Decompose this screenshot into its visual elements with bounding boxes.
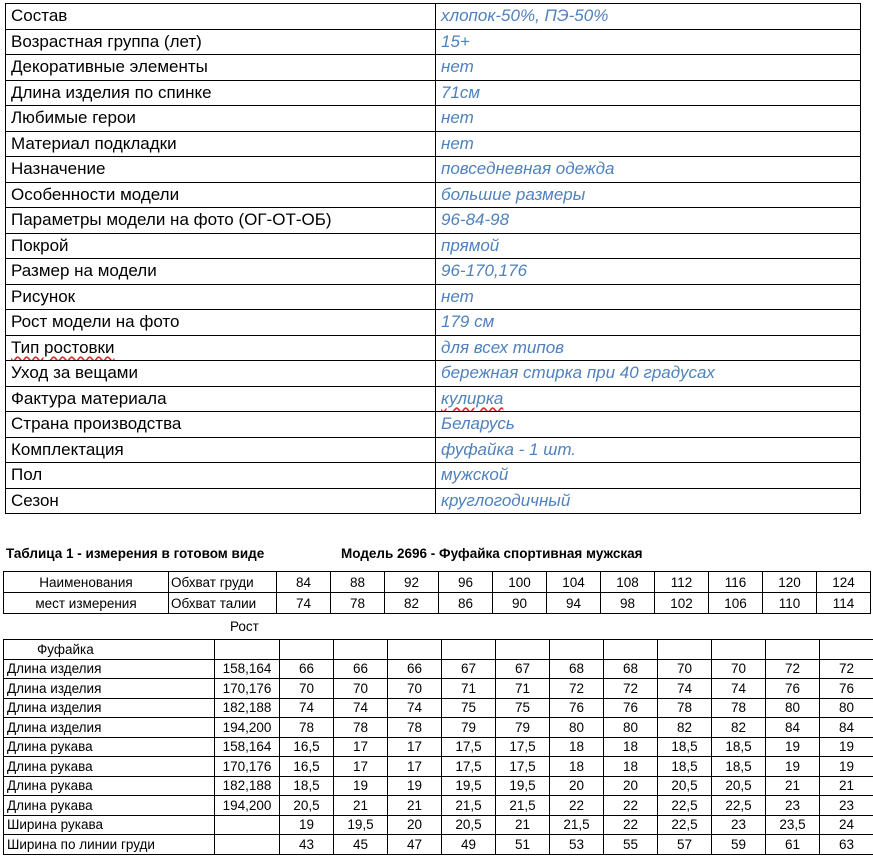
empty-cell [658,640,712,660]
property-value [436,284,861,310]
measurement-value: 43 [280,835,334,855]
size-table-title [6,546,643,561]
measurement-row [4,815,873,835]
measurement-value: 45 [334,835,388,855]
property-value [436,157,861,183]
measurement-height: 182,188 [215,776,280,796]
waist-size-cell: 110 [763,593,817,614]
property-key: Параметры модели на фото (ОГ-ОТ-ОБ) [6,208,436,234]
height-label: Рост [230,619,259,634]
property-key [6,335,436,361]
measurement-name: Длина изделия [4,698,215,718]
property-value-text: 96-170,176 [441,261,528,281]
measurement-height: 170,176 [215,679,280,699]
measurement-value: 66 [388,659,442,679]
measurement-value: 23 [820,796,873,816]
measurement-value: 72 [550,679,604,699]
property-key: Покрой [6,233,436,259]
empty-cell [604,640,658,660]
measurement-value: 20,5 [658,776,712,796]
empty-cell [550,640,604,660]
property-row [6,29,861,55]
property-row [6,335,861,361]
measurement-name: Длина рукава [4,737,215,757]
category-label: Фуфайка [4,640,215,660]
measurement-value: 71 [442,679,496,699]
measurement-value: 21,5 [496,796,550,816]
chest-label: Обхват груди [169,572,277,593]
measurement-value: 23,5 [766,815,820,835]
measurement-value: 66 [334,659,388,679]
property-row [6,157,861,183]
property-value-text: Беларусь [441,414,515,434]
measurement-value: 80 [550,718,604,738]
property-key: Декоративные элементы [6,55,436,81]
measurement-name: Длина изделия [4,679,215,699]
measurement-value: 20,5 [280,796,334,816]
property-value [436,259,861,285]
measurement-value: 74 [334,698,388,718]
measurement-value: 67 [442,659,496,679]
waist-size-cell: 90 [493,593,547,614]
property-row [6,4,861,30]
measurement-height: 194,200 [215,796,280,816]
measurement-value: 79 [442,718,496,738]
measurement-value: 75 [442,698,496,718]
property-value [436,310,861,336]
property-key: Сезон [6,488,436,514]
measurement-value: 24 [820,815,873,835]
measurement-name: Длина рукава [4,796,215,816]
measurement-value: 22 [550,796,604,816]
property-value-text: бережная стирка при 40 градусах [441,363,715,383]
property-key: Рост модели на фото [6,310,436,336]
property-value [436,412,861,438]
property-value [436,233,861,259]
measurement-value: 17 [334,757,388,777]
size-header-table [3,571,871,614]
measurement-name: Длина рукава [4,757,215,777]
property-key: Уход за вещами [6,361,436,387]
measurement-value: 21 [766,776,820,796]
measurement-value: 80 [604,718,658,738]
property-value-text: 71см [441,82,481,102]
measurement-value: 72 [604,679,658,699]
measurement-value: 20 [604,776,658,796]
measurement-value: 76 [550,698,604,718]
measurement-row [4,757,873,777]
property-row [6,361,861,387]
measurement-value: 59 [712,835,766,855]
measurement-value: 18,5 [658,737,712,757]
measurement-value: 78 [334,718,388,738]
property-row [6,310,861,336]
empty-cell [334,640,388,660]
measurement-value: 16,5 [280,737,334,757]
property-key: Состав [6,4,436,30]
waist-size-cell: 102 [655,593,709,614]
measurement-value: 18 [550,737,604,757]
property-row [6,208,861,234]
measurement-value: 79 [496,718,550,738]
property-value-text: хлопок-50%, ПЭ-50% [441,6,609,26]
property-row [6,386,861,412]
property-value-text: прямой [441,235,500,255]
empty-cell [280,640,334,660]
property-key: Фактура материала [6,386,436,412]
measurement-value: 19 [766,757,820,777]
chest-size-cell: 92 [385,572,439,593]
empty-cell [766,640,820,660]
measurement-value: 70 [388,679,442,699]
measurement-value: 16,5 [280,757,334,777]
measurement-value: 82 [658,718,712,738]
measurement-value: 17 [388,757,442,777]
measurement-value: 70 [280,679,334,699]
measurement-value: 76 [604,698,658,718]
property-row [6,233,861,259]
measurement-value: 78 [280,718,334,738]
header-name-line1: Наименования [4,572,169,593]
chest-size-cell: 108 [601,572,655,593]
property-value [436,182,861,208]
measurement-value: 76 [766,679,820,699]
property-row [6,55,861,81]
measurement-value: 22,5 [658,796,712,816]
property-value-text: повседневная одежда [441,159,615,179]
measurement-row [4,718,873,738]
measurement-value: 23 [712,815,766,835]
measurement-value: 72 [820,659,873,679]
measurement-value: 21 [820,776,873,796]
measurement-value: 67 [496,659,550,679]
property-row [6,284,861,310]
chest-size-cell: 112 [655,572,709,593]
measurement-name: Длина рукава [4,776,215,796]
measurement-value: 22,5 [712,796,766,816]
property-value [436,29,861,55]
measurement-value: 17 [334,737,388,757]
property-value-text: большие размеры [441,184,586,204]
empty-cell [820,640,873,660]
measurement-value: 18 [550,757,604,777]
waist-size-cell: 82 [385,593,439,614]
measurement-value: 17,5 [496,757,550,777]
measurement-value: 70 [334,679,388,699]
measurement-name: Длина изделия [4,659,215,679]
property-value [436,4,861,30]
measurement-value: 78 [658,698,712,718]
property-key: Страна производства [6,412,436,438]
property-value [436,131,861,157]
measurement-value: 20 [388,815,442,835]
measurement-row [4,776,873,796]
measurement-value: 21,5 [442,796,496,816]
chest-size-cell: 116 [709,572,763,593]
chest-size-cell: 104 [547,572,601,593]
property-key: Возрастная группа (лет) [6,29,436,55]
measurement-value: 76 [820,679,873,699]
property-key: Длина изделия по спинке [6,80,436,106]
measurement-row [4,796,873,816]
waist-size-cell: 98 [601,593,655,614]
measurement-value: 18,5 [712,757,766,777]
property-key: Комплектация [6,437,436,463]
property-value-text: нет [441,57,474,77]
property-value [436,208,861,234]
measurement-value: 66 [280,659,334,679]
measurement-value: 19 [388,776,442,796]
measurement-value: 84 [820,718,873,738]
property-value-text: круглогодичный [441,490,571,510]
property-key: Материал подкладки [6,131,436,157]
property-value [436,463,861,489]
measurement-value: 21 [496,815,550,835]
waist-row [4,593,871,614]
measurement-value: 20,5 [442,815,496,835]
measurement-value: 55 [604,835,658,855]
property-value [436,55,861,81]
measurement-height: 170,176 [215,757,280,777]
measurement-height [215,835,280,855]
measurement-value: 17,5 [442,757,496,777]
property-value-text: 15+ [441,31,470,51]
property-row [6,437,861,463]
measurement-value: 70 [658,659,712,679]
measurement-height: 158,164 [215,737,280,757]
measurement-value: 84 [766,718,820,738]
measurement-row [4,659,873,679]
measurement-name: Ширина по линии груди [4,835,215,855]
size-table-title-left: Таблица 1 - измерения в готовом виде [6,546,265,561]
measurement-value: 80 [766,698,820,718]
chest-size-cell: 84 [277,572,331,593]
waist-size-cell: 106 [709,593,763,614]
property-value [436,488,861,514]
measurement-value: 20 [550,776,604,796]
measurement-value: 19 [820,737,873,757]
property-value [436,437,861,463]
measurement-value: 19 [334,776,388,796]
property-value [436,361,861,387]
property-key: Любимые герои [6,106,436,132]
measurement-value: 74 [712,679,766,699]
category-row [4,640,873,660]
measurement-value: 61 [766,835,820,855]
waist-size-cell: 74 [277,593,331,614]
waist-size-cell: 114 [817,593,871,614]
measurement-value: 19,5 [496,776,550,796]
waist-size-cell: 86 [439,593,493,614]
property-row [6,259,861,285]
measurement-value: 21 [388,796,442,816]
chest-size-cell: 96 [439,572,493,593]
property-value-text: для всех типов [441,337,565,357]
property-value-text: 179 см [441,312,495,332]
chest-size-cell: 100 [493,572,547,593]
size-table-title-right: Модель 2696 - Фуфайка спортивная мужская [341,546,643,561]
measurement-value: 71 [496,679,550,699]
measurement-value: 21 [334,796,388,816]
property-value [436,106,861,132]
measurement-value: 74 [280,698,334,718]
measurement-value: 18,5 [658,757,712,777]
measurement-value: 22,5 [658,815,712,835]
measurement-value: 22 [604,796,658,816]
property-key: Особенности модели [6,182,436,208]
chest-row [4,572,871,593]
measurement-value: 68 [550,659,604,679]
measurement-value: 19 [766,737,820,757]
property-value-text: нет [441,133,474,153]
empty-cell [388,640,442,660]
measurement-value: 82 [712,718,766,738]
measurement-value: 47 [388,835,442,855]
waist-size-cell: 94 [547,593,601,614]
measurement-value: 19,5 [442,776,496,796]
measurement-value: 68 [604,659,658,679]
measurement-value: 57 [658,835,712,855]
measurement-value: 20,5 [712,776,766,796]
property-row [6,182,861,208]
chest-size-cell: 120 [763,572,817,593]
measurement-value: 78 [712,698,766,718]
measurement-value: 21,5 [550,815,604,835]
measurement-value: 22 [604,815,658,835]
measurement-value: 18 [604,757,658,777]
measurement-value: 75 [496,698,550,718]
measurement-row [4,737,873,757]
waist-size-cell: 78 [331,593,385,614]
measurement-value: 19 [820,757,873,777]
property-row [6,131,861,157]
measurement-value: 53 [550,835,604,855]
property-row [6,463,861,489]
empty-cell [442,640,496,660]
property-row [6,80,861,106]
measurement-value: 74 [658,679,712,699]
measurement-value: 19 [280,815,334,835]
measurement-value: 72 [766,659,820,679]
measurement-value: 18,5 [712,737,766,757]
measurement-value: 18 [604,737,658,757]
property-row [6,488,861,514]
property-row [6,106,861,132]
measurement-value: 80 [820,698,873,718]
measurement-value: 17 [388,737,442,757]
property-key: Пол [6,463,436,489]
chest-size-cell: 88 [331,572,385,593]
property-value-text: фуфайка - 1 шт. [441,439,577,459]
header-name-line2: мест измерения [4,593,169,614]
measurement-value: 70 [712,659,766,679]
measurement-value: 78 [388,718,442,738]
property-value [436,80,861,106]
chest-size-cell: 124 [817,572,871,593]
property-value-text: 96-84-98 [441,210,510,230]
measurement-row [4,698,873,718]
measurement-value: 74 [388,698,442,718]
measurement-name: Длина изделия [4,718,215,738]
measurement-height: 182,188 [215,698,280,718]
measurement-height [215,815,280,835]
property-key-text: Тип ростовки [11,337,115,357]
measurement-value: 19,5 [334,815,388,835]
measurement-value: 49 [442,835,496,855]
category-height-cell [215,640,280,660]
property-value-text: нет [441,286,474,306]
property-value-text: кулирка [441,388,504,408]
measurement-row [4,679,873,699]
property-value-text: нет [441,108,474,128]
product-properties-table [5,3,861,514]
measurement-name: Ширина рукава [4,815,215,835]
measurement-value: 18,5 [280,776,334,796]
property-key: Размер на модели [6,259,436,285]
property-value [436,386,861,412]
property-key: Назначение [6,157,436,183]
measurement-height: 158,164 [215,659,280,679]
measurement-value: 51 [496,835,550,855]
property-value [436,335,861,361]
measurement-height: 194,200 [215,718,280,738]
measurement-value: 23 [766,796,820,816]
property-key: Рисунок [6,284,436,310]
measurement-row [4,835,873,855]
empty-cell [712,640,766,660]
measurement-value: 63 [820,835,873,855]
measurement-value: 17,5 [496,737,550,757]
property-value-text: мужской [441,465,509,485]
property-row [6,412,861,438]
measurement-value: 17,5 [442,737,496,757]
empty-cell [496,640,550,660]
waist-label: Обхват талии [169,593,277,614]
measurements-table [3,639,873,855]
